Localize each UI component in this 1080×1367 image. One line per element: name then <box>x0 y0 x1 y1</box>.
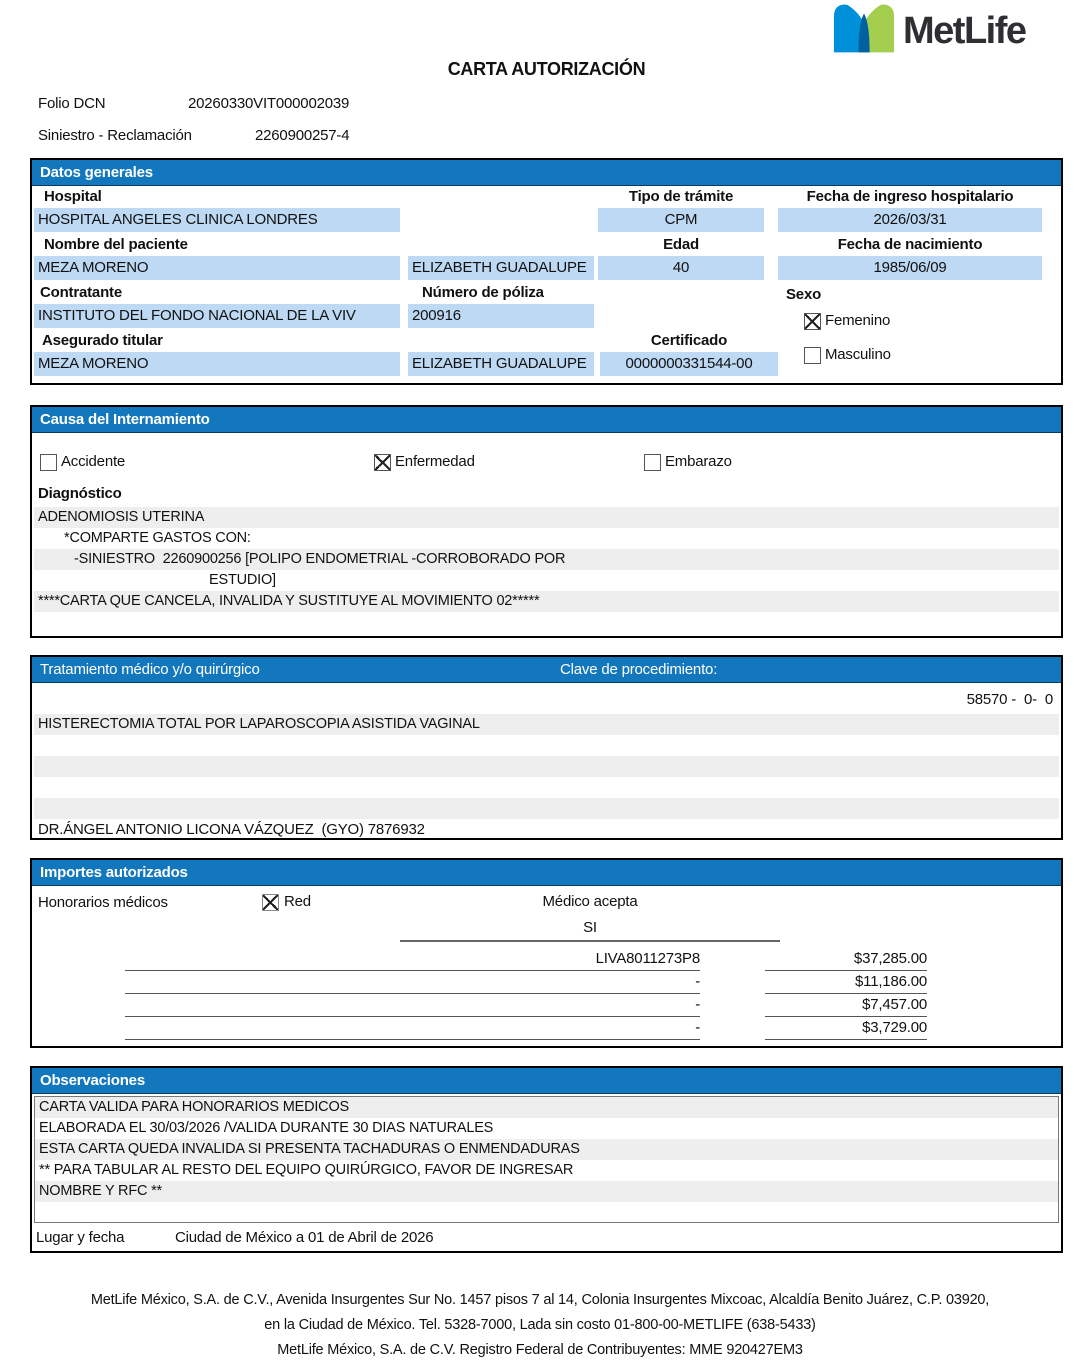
poliza-value: 200916 <box>408 304 594 328</box>
empty-row <box>34 798 1059 819</box>
edad-value: 40 <box>598 256 764 280</box>
observacion-line: NOMBRE Y RFC ** <box>35 1181 1058 1202</box>
footer-line-phone: en la Ciudad de México. Tel. 5328-7000, Lada sin costo 01-800-00-METLIFE (638-5433) <box>264 1317 816 1333</box>
certificado-label: Certificado <box>650 332 728 349</box>
diagnostico-line: -SINIESTRO 2260900256 [POLIPO ENDOMETRIAL -CORROBORADO POR <box>34 549 1059 570</box>
section-header-causa: Causa del Internamiento <box>32 407 1061 433</box>
hospital-value: HOSPITAL ANGELES CLINICA LONDRES <box>34 208 400 232</box>
paciente-label: Nombre del paciente <box>44 236 188 253</box>
tipo-tramite-value: CPM <box>598 208 764 232</box>
importe-monto: $37,285.00 <box>765 948 927 971</box>
section-header-tratamiento <box>32 657 1061 683</box>
sexo-label: Sexo <box>786 286 822 303</box>
embarazo-label: Embarazo <box>665 453 732 470</box>
sexo-masculino-label: Masculino <box>825 346 891 363</box>
siniestro-value: 2260900257-4 <box>255 127 350 144</box>
footer-line-rfc: MetLife México, S.A. de C.V. Registro Federal de Contribuyentes: MME 920427EM3 <box>277 1342 803 1358</box>
lugar-fecha-label: Lugar y fecha <box>36 1229 125 1246</box>
edad-label: Edad <box>663 236 699 253</box>
section-datos-generales <box>30 158 1063 385</box>
fecha-nacimiento-value: 1985/06/09 <box>778 256 1042 280</box>
medico-tratante-row: DR.ÁNGEL ANTONIO LICONA VÁZQUEZ (GYO) 7876932 <box>38 821 425 838</box>
observacion-line: ELABORADA EL 30/03/2026 /VALIDA DURANTE 30 DIAS NATURALES <box>39 1120 494 1136</box>
paciente-apellidos-value: MEZA MORENO <box>34 256 400 280</box>
asegurado-label: Asegurado titular <box>42 332 163 349</box>
folio-dcn-label: Folio DCN <box>38 95 106 112</box>
asegurado-apellidos-value: MEZA MORENO <box>34 352 400 376</box>
siniestro-label: Siniestro - Reclamación <box>38 127 192 144</box>
metlife-logo <box>833 2 1026 59</box>
diagnostico-line: ESTUDIO] <box>209 572 276 588</box>
footer-line-address: MetLife México, S.A. de C.V., Avenida Insurgentes Sur No. 1457 pisos 7 al 14, Colonia Insurgentes Mixcoac, Alcaldía Benito Juárez, C.P. 03920, <box>90 1292 990 1308</box>
importe-concepto: LIVA8011273P8 <box>125 948 700 971</box>
paciente-nombre-value: ELIZABETH GUADALUPE <box>408 256 594 280</box>
section-header-observaciones: Observaciones <box>32 1068 1061 1094</box>
accidente-label: Accidente <box>61 453 126 470</box>
diagnostico-line: ****CARTA QUE CANCELA, INVALIDA Y SUSTITUYE AL MOVIMIENTO 02***** <box>34 591 1059 612</box>
enfermedad-checkbox <box>374 454 391 471</box>
section-header-datos-generales: Datos generales <box>32 160 1061 186</box>
medico-acepta-value: SI <box>583 919 597 936</box>
section-causa-internamiento <box>30 405 1063 638</box>
empty-row <box>34 756 1059 777</box>
diagnostico-line: ADENOMIOSIS UTERINA <box>34 507 1059 528</box>
observacion-line: ** PARA TABULAR AL RESTO DEL EQUIPO QUIRÚRGICO, FAVOR DE INGRESAR <box>39 1162 574 1178</box>
fecha-ingreso-label: Fecha de ingreso hospitalario <box>806 188 1014 205</box>
observacion-line-empty <box>35 1202 1058 1223</box>
contratante-value: INSTITUTO DEL FONDO NACIONAL DE LA VIV <box>34 304 400 328</box>
sexo-femenino-checkbox <box>804 313 821 330</box>
importe-monto: $3,729.00 <box>765 1017 927 1040</box>
honorarios-medicos-label: Honorarios médicos <box>38 894 168 911</box>
importe-monto: $7,457.00 <box>765 994 927 1017</box>
hospital-label: Hospital <box>44 188 102 205</box>
tipo-tramite-label: Tipo de trámite <box>628 188 734 205</box>
page-title: CARTA AUTORIZACIÓN <box>447 59 646 79</box>
importe-monto: $11,186.00 <box>765 971 927 994</box>
section-importes <box>30 858 1063 1048</box>
lugar-fecha-value: Ciudad de México a 01 de Abril de 2026 <box>175 1229 434 1246</box>
sexo-femenino-label: Femenino <box>825 312 891 329</box>
diagnostico-label: Diagnóstico <box>38 485 122 502</box>
medico-acepta-underline <box>400 940 780 942</box>
importe-concepto: - <box>125 971 700 994</box>
accidente-checkbox <box>40 454 57 471</box>
certificado-value: 0000000331544-00 <box>600 352 778 376</box>
procedimiento-row: HISTERECTOMIA TOTAL POR LAPAROSCOPIA ASISTIDA VAGINAL <box>34 714 1059 735</box>
medico-acepta-label: Médico acepta <box>542 893 638 910</box>
clave-procedimiento-value: 58570 - 0- 0 <box>966 691 1053 708</box>
enfermedad-label: Enfermedad <box>395 453 475 470</box>
observacion-line: CARTA VALIDA PARA HONORARIOS MEDICOS <box>35 1097 1058 1118</box>
fecha-ingreso-value: 2026/03/31 <box>778 208 1042 232</box>
red-label: Red <box>284 893 311 910</box>
contratante-label: Contratante <box>40 284 122 301</box>
empty-row <box>34 735 1059 756</box>
metlife-m-icon <box>833 2 895 59</box>
importe-concepto: - <box>125 1017 700 1040</box>
poliza-label: Número de póliza <box>422 284 544 301</box>
clave-procedimiento-label: Clave de procedimiento: <box>560 661 718 678</box>
section-observaciones <box>30 1066 1063 1253</box>
tratamiento-title: Tratamiento médico y/o quirúrgico <box>40 661 260 678</box>
diagnostico-line: *COMPARTE GASTOS CON: <box>64 530 251 546</box>
sexo-masculino-checkbox <box>804 347 821 364</box>
footer <box>0 1288 1080 1363</box>
metlife-wordmark: MetLife <box>903 9 1026 52</box>
embarazo-checkbox <box>644 454 661 471</box>
folio-dcn-value: 20260330VIT000002039 <box>188 95 350 112</box>
observaciones-box <box>34 1096 1059 1223</box>
fecha-nacimiento-label: Fecha de nacimiento <box>837 236 983 253</box>
section-header-importes: Importes autorizados <box>32 860 1061 886</box>
importe-concepto: - <box>125 994 700 1017</box>
observacion-line: ESTA CARTA QUEDA INVALIDA SI PRESENTA TACHADURAS O ENMENDADURAS <box>35 1139 1058 1160</box>
section-tratamiento <box>30 655 1063 840</box>
empty-row <box>34 777 1059 798</box>
red-checkbox <box>262 894 279 911</box>
asegurado-nombre-value: ELIZABETH GUADALUPE <box>408 352 594 376</box>
